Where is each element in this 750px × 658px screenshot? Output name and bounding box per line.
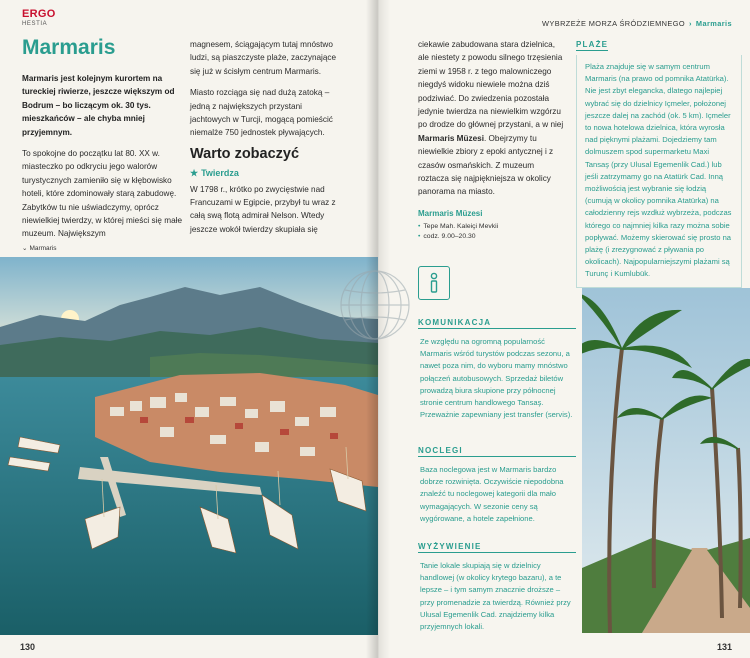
poi-detail-text: Tepe Mah. Kaleiçi Mevkii bbox=[423, 223, 499, 231]
ergo-hestia-logo bbox=[22, 9, 56, 27]
paragraph: W 1798 r., krótko po zwycięstwie nad Francuzami w Egipcie, przybył tu wraz z całą swą flotą admirał Nelson. Wtedy jeszcze wokół twierdzy skupiała się bbox=[190, 184, 336, 234]
logo-brand: ERGO bbox=[22, 8, 56, 20]
paragraph: Miasto rozciąga się nad dużą zatoką – jedną z największych przystani jachtowych w Turcji, mogącą pomieścić niemalże 750 jednostek pływających. bbox=[190, 88, 333, 138]
paragraph bbox=[418, 38, 566, 199]
paragraph-bold: Marmaris Müzesi bbox=[418, 133, 484, 143]
bullet-icon: • bbox=[418, 223, 421, 231]
page-title: Marmaris bbox=[22, 36, 116, 59]
column-3 bbox=[418, 38, 566, 242]
paragraph: magnesem, ściągającym tutaj mnóstwo ludzi, są piaszczyste plaże, zaczynające się już w ścisłym centrum Marmaris. bbox=[190, 40, 337, 76]
bullet-icon: • bbox=[418, 233, 421, 241]
komunikacja-heading: KOMUNIKACJA bbox=[418, 318, 576, 329]
right-page bbox=[378, 0, 750, 658]
star-icon: ★ bbox=[190, 168, 199, 179]
running-head-current: Marmaris bbox=[695, 19, 732, 28]
plaze-box bbox=[576, 34, 742, 288]
poi-address bbox=[418, 222, 566, 232]
paragraph-text: . Obejrzymy tu niewielkie zbiory z epoki antycznej i z czasów osmańskich. Z muzeum roztacza się najpiękniejsza w okolicy panorama na miasto. bbox=[418, 133, 554, 197]
palm-promenade-photo bbox=[582, 288, 750, 633]
subheading bbox=[190, 167, 342, 180]
poi-hours bbox=[418, 232, 566, 242]
globe-watermark-icon bbox=[332, 262, 418, 348]
wyzywienie-section bbox=[418, 542, 576, 633]
chevron-right-icon: › bbox=[689, 19, 692, 28]
info-icon bbox=[418, 266, 450, 300]
page-number: 131 bbox=[716, 642, 732, 652]
subheading-label: Twierdza bbox=[201, 168, 239, 179]
komunikacja-section bbox=[418, 318, 576, 421]
noclegi-heading: NOCLEGI bbox=[418, 446, 576, 457]
noclegi-section bbox=[418, 446, 576, 525]
paragraph: To spokojne do początku lat 80. XX w. miasteczko po odkryciu jego walorów turystycznych zamieniło się w kłębowisko hoteli, które zdominowały starą zabudowę. Zabytków tu nie uświadczymy, oprócz niewielkiej twierdzy, w której mieści się małe muzeum. Największym bbox=[22, 149, 183, 239]
photo-caption-crumb bbox=[22, 244, 57, 252]
marmaris-harbour-photo bbox=[0, 257, 378, 635]
chevron-down-icon: ⌄ bbox=[22, 245, 28, 252]
komunikacja-body: Ze względu na ogromną popularność Marmaris wśród turystów podczas sezonu, a nawet poza nim, do wyboru mamy mnóstwo połączeń autobusowych. Sprzedaż biletów prowadzą biura skupione przy północnej stronie centrum handlowego Tansaş. Przeważnie zapewniany jest transfer (servis). bbox=[420, 337, 573, 420]
section-heading: Warto zobaczyć bbox=[190, 145, 300, 162]
page-number: 130 bbox=[20, 642, 36, 652]
noclegi-body: Baza noclegowa jest w Marmaris bardzo dobrze rozwinięta. Oczywiście niepodobna znaleźć tu noclegowej kategorii dla mało wymagających. W sezonie ceny są wygórowane, a hotele zapełnione. bbox=[420, 465, 564, 523]
running-head bbox=[542, 19, 732, 28]
paragraph-text: ciekawie zabudowana stara dzielnica, ale niestety z powodu silnego trzęsienia ziemi w 1958 r. z tego malowniczego niegdyś widoku niewiele można dziś podziwiać. Do zwiedzenia pozostała jedynie twierdza na niewielkim wzgórzu po drodze do głównej przystani, a w niej bbox=[418, 40, 564, 130]
plaze-body: Plaża znajduje się w samym centrum Marmaris (na prawo od pomnika Atatürka). Nie jest zbyt elegancka, dlatego najlepiej wybrać się do dzielnicy Içmeler, położonej jeszcze dalej na zachód (ok. 5 km). Içmeler to nowa hotelowa dzielnica, która wyrosła nad pięknymi plażami. Dojedziemy tam dolmuszem spod supermarketu Maxi Tansaş (przy Ulusal Egemenlik Cad.) lub jeśli zatrzymamy go na Atatürk Cad. Inną możliwością jest wybranie się łodzią (cumują w okolicy pomnika Atatürka) na całodzienny rejs wzdłuż wybrzeża, podczas którego co najmniej kilka razy można sobie popływać. Możemy skierować się prosto na plażę (i zrezygnować z pływania po okolicach). Najpopularniejszymi plażami są Turunç i Kumlubük. bbox=[576, 55, 742, 288]
poi-detail-text: codz. 9.00–20.30 bbox=[423, 233, 476, 241]
lead-paragraph: Marmaris jest kolejnym kurortem na tureckiej riwierze, jeszcze większym od Bodrum – bo liczącym ok. 30 tys. mieszkańców – ale chyba mniej przyjemnym. bbox=[22, 74, 175, 137]
wyzywienie-body: Tanie lokale skupiają się w dzielnicy handlowej (w okolicy krytego bazaru), a te lepsze – i tym samym znacznie droższe – przy promenadzie za twierdzą. Również przy Ulusal Egemenlik Cad. znajdziemy kilka przyjemnych lokali. bbox=[420, 561, 571, 632]
wyzywienie-heading: WYŻYWIENIE bbox=[418, 542, 576, 553]
poi-name: Marmaris Müzesi bbox=[418, 208, 483, 218]
poi-details bbox=[418, 222, 566, 242]
column-1 bbox=[22, 72, 182, 249]
logo-sub: HESTIA bbox=[22, 21, 48, 27]
plaze-heading: PLAŻE bbox=[576, 40, 609, 49]
running-head-section: WYBRZEŻE MORZA ŚRÓDZIEMNEGO bbox=[542, 19, 686, 28]
column-2 bbox=[190, 38, 342, 244]
crumb-label: Marmaris bbox=[29, 244, 57, 252]
